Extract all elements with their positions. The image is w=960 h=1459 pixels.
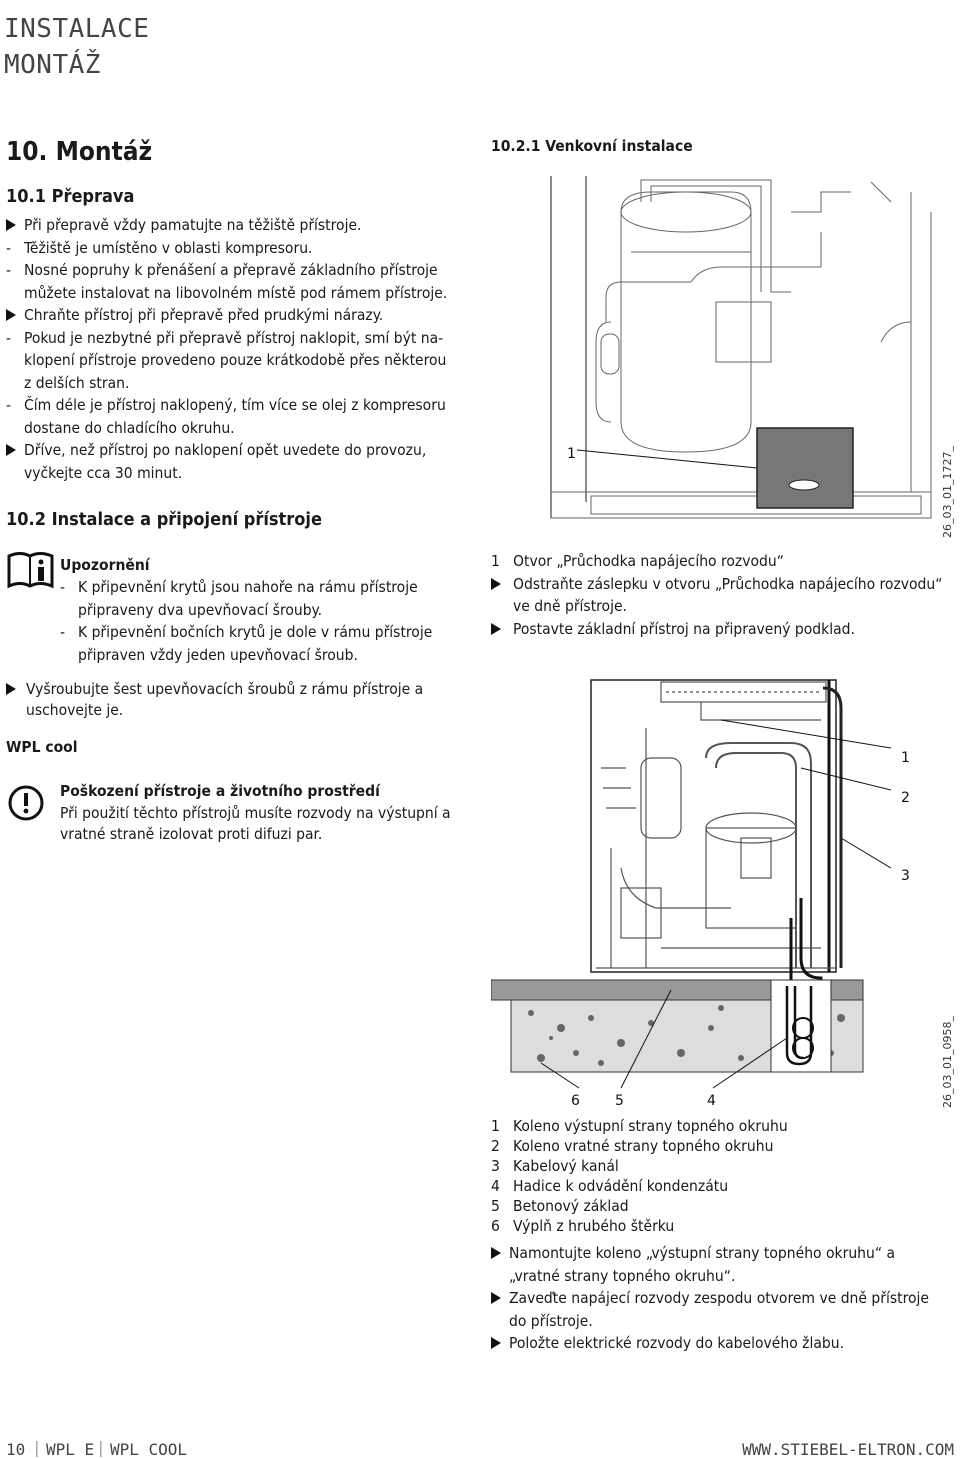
- item-number: 1: [491, 552, 500, 570]
- list-item-text: z delších stran.: [24, 373, 130, 392]
- dash-bullet: -: [6, 238, 12, 257]
- dash-bullet: -: [60, 623, 66, 641]
- legend-item: [491, 1136, 773, 1157]
- arrow-bullet-icon: [491, 578, 501, 590]
- legend-item: [491, 1216, 674, 1237]
- list-item-text: Položte elektrické rozvody do kabelového žlabu.: [509, 1334, 845, 1352]
- list-item: [6, 283, 447, 304]
- list-item: [491, 551, 784, 572]
- figure2-callout-1: 1: [901, 750, 910, 766]
- legend-number: 3: [491, 1157, 500, 1175]
- list-item-text: Otvor „Průchodka napájecího rozvodu“: [513, 552, 784, 570]
- arrow-bullet-icon: [6, 309, 16, 321]
- figure2-callout-4: 4: [707, 1093, 716, 1108]
- dash-bullet: -: [6, 328, 12, 347]
- section-title: 10. Montáž: [6, 137, 153, 167]
- figure2-code: 26_03_01_0958_: [941, 1016, 954, 1108]
- header-subcategory: MONTÁŽ: [4, 50, 101, 80]
- footer-separator-2: |: [96, 1438, 106, 1457]
- legend-number: 5: [491, 1197, 500, 1215]
- subsection-title-installation: 10.2 Instalace a připojení přístroje: [6, 509, 322, 530]
- list-item-text: Odstraňte záslepku v otvoru „Průchodka napájecího rozvodu“: [513, 574, 943, 593]
- list-item-text: Čím déle je přístroj naklopený, tím více se olej z kompresoru: [24, 396, 446, 414]
- step-unscrew: Vyšroubujte šest upevňovacích šroubů z rámu přístroje a uschovejte je.: [6, 679, 423, 721]
- list-item: [6, 395, 446, 416]
- footer-separator-1: |: [32, 1438, 42, 1457]
- footer-model-2: WPL COOL: [110, 1440, 188, 1459]
- dash-bullet: -: [6, 261, 12, 279]
- list-item-text: Zaveďte napájecí rozvody zespodu otvorem ve dně přístroje: [509, 1289, 929, 1307]
- list-item: [60, 645, 358, 666]
- arrow-bullet-icon: [491, 623, 501, 635]
- arrow-bullet-icon: [6, 219, 16, 231]
- list-item: [6, 238, 312, 259]
- list-item: [6, 463, 182, 484]
- list-item-text: Nosné popruhy k přenášení a přepravě základního přístroje: [24, 261, 438, 279]
- list-item: [6, 215, 361, 237]
- list-item: [491, 1288, 929, 1310]
- note-title: Upozornění: [60, 556, 150, 574]
- legend-item: [491, 1156, 619, 1177]
- arrow-bullet-icon: [6, 444, 16, 456]
- list-item-text: Pokud je nezbytné při přepravě přístroj naklopit, smí být na-: [24, 328, 444, 347]
- list-item-text: K připevnění bočních krytů je dole v rámu přístroje: [78, 623, 433, 641]
- list-item: [6, 260, 438, 281]
- legend-number: 2: [491, 1137, 500, 1155]
- list-item-text: K připevnění krytů jsou nahoře na rámu přístroje: [78, 578, 418, 596]
- list-item-text: klopení přístroje provedeno pouze krátkodobě přes některou: [24, 351, 447, 369]
- list-item: [6, 305, 383, 327]
- list-item-text: Při přepravě vždy pamatujte na těžiště přístroje.: [24, 216, 362, 234]
- footer-model-1: WPL E: [46, 1440, 95, 1459]
- list-item: [491, 1333, 844, 1355]
- list-item: [491, 1266, 735, 1287]
- list-item: [60, 577, 418, 598]
- subsection-title-transport: 10.1 Přeprava: [6, 186, 135, 207]
- list-item: [491, 596, 627, 617]
- list-item: [60, 622, 432, 643]
- legend-item: [491, 1176, 728, 1197]
- figure2-callout-5: 5: [615, 1093, 624, 1108]
- list-item: [6, 350, 446, 371]
- dash-bullet: -: [60, 578, 66, 596]
- legend-text: Betonový základ: [513, 1197, 629, 1215]
- legend-number: 6: [491, 1217, 500, 1235]
- page-number: 10: [6, 1440, 26, 1459]
- list-item-text: dostane do chladícího okruhu.: [24, 418, 235, 437]
- figure2-callout-2: 2: [901, 790, 910, 806]
- legend-number: 4: [491, 1177, 500, 1195]
- list-item-text: můžete instalovat na libovolném místě pod rámem přístroje.: [24, 283, 448, 302]
- list-item: [491, 619, 855, 641]
- warning-title: Poškození přístroje a životního prostředí: [60, 782, 380, 800]
- arrow-bullet-icon: [491, 1337, 501, 1349]
- list-item-text: Postavte základní přístroj na připravený podklad.: [513, 619, 855, 638]
- legend-text: Koleno vratné strany topného okruhu: [513, 1137, 774, 1155]
- subsection-title-outdoor: 10.2.1 Venkovní instalace: [491, 137, 693, 155]
- list-item: [491, 1311, 593, 1332]
- list-item-text: ve dně přístroje.: [513, 597, 627, 615]
- legend-item: [491, 1196, 629, 1217]
- arrow-bullet-icon: [491, 1247, 501, 1259]
- footer-url[interactable]: WWW.STIEBEL-ELTRON.COM: [742, 1440, 954, 1459]
- list-item-text: vyčkejte cca 30 minut.: [24, 463, 183, 482]
- info-book-icon: [6, 550, 56, 590]
- page-header: [0, 0, 960, 90]
- legend-item: [491, 1116, 788, 1137]
- figure2-callout-6: 6: [571, 1093, 580, 1108]
- figure-unit-connections: [491, 668, 955, 1108]
- list-item: [6, 328, 443, 349]
- cable-duct-opening: [757, 428, 853, 508]
- legend-text: Kabelový kanál: [513, 1157, 619, 1175]
- legend-text: Hadice k odvádění kondenzátu: [513, 1177, 729, 1195]
- list-item-text: „vratné strany topného okruhu“.: [509, 1266, 736, 1285]
- list-item: [6, 440, 426, 462]
- wpl-cool-label: WPL cool: [6, 738, 78, 756]
- list-item-text: Těžiště je umístěno v oblasti kompresoru.: [24, 238, 313, 257]
- figure2-callout-3: 3: [901, 868, 910, 884]
- list-item-text: do přístroje.: [509, 1311, 593, 1330]
- list-item: [6, 373, 129, 394]
- figure1-code: 26_03_01_1727_: [941, 446, 954, 538]
- arrow-bullet-icon: [491, 1292, 501, 1304]
- list-item-text: připraveny dva upevňovací šrouby.: [78, 600, 323, 619]
- header-category: INSTALACE: [4, 14, 150, 44]
- dash-bullet: -: [6, 396, 12, 414]
- list-item-text: připraven vždy jeden upevňovací šroub.: [78, 645, 358, 664]
- legend-text: Koleno výstupní strany topného okruhu: [513, 1117, 788, 1135]
- list-item-text: Namontujte koleno „výstupní strany topného okruhu“ a: [509, 1244, 896, 1262]
- figure1-callout-1: 1: [567, 446, 576, 462]
- list-item-text: Chraňte přístroj při přepravě před prudkými nárazy.: [24, 306, 384, 324]
- arrow-bullet-icon: [6, 683, 16, 695]
- list-item: [491, 1243, 895, 1265]
- figure-outdoor-unit-base: [491, 172, 955, 544]
- legend-number: 1: [491, 1117, 500, 1135]
- warning-icon: [6, 784, 48, 822]
- list-item: [6, 418, 235, 439]
- list-item: [491, 574, 942, 596]
- legend-text: Výplň z hrubého štěrku: [513, 1217, 675, 1235]
- warning-text: Při použití těchto přístrojů musíte rozvody na výstupní a vratné straně izolovat proti difuzi par.: [60, 804, 451, 843]
- list-item: [60, 600, 322, 621]
- list-item-text: Dříve, než přístroj po naklopení opět uvedete do provozu,: [24, 441, 427, 459]
